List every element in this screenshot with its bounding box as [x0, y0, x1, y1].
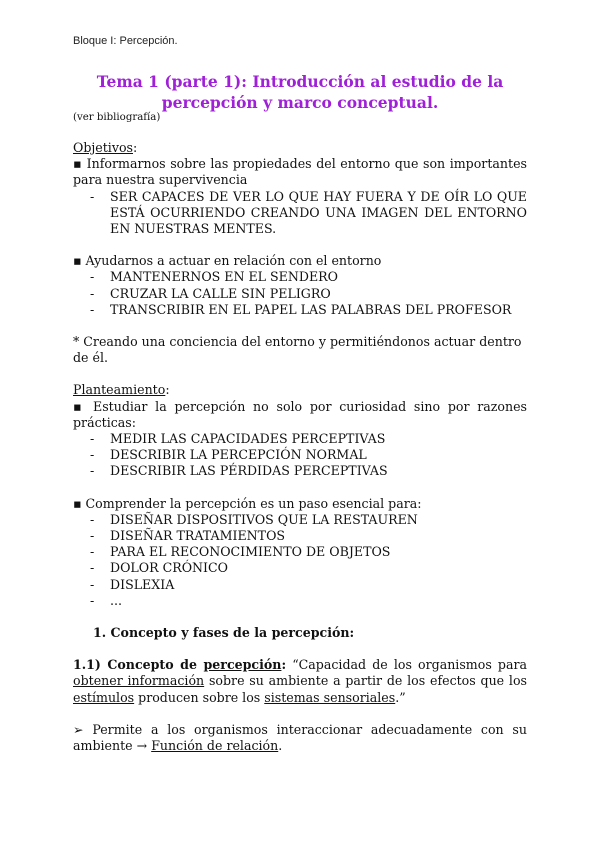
list-item: - CRUZAR LA CALLE SIN PELIGRO	[90, 285, 331, 301]
list-item: - MANTENERNOS EN EL SENDERO	[90, 269, 338, 285]
concepto-quote-part: producen sobre los	[134, 689, 265, 705]
objetivos-bullet-1: ▪ Informarnos sobre las propiedades del entorno que son importantes para nuestra supervivencia	[73, 156, 527, 188]
objetivos-heading-text: Objetivos	[73, 140, 133, 155]
planteamiento-sublist-2	[73, 512, 527, 609]
planteamiento-heading: Planteamiento:	[73, 382, 170, 398]
list-item-text: DISEÑAR TRATAMIENTOS	[110, 528, 286, 544]
list-item-text: DISEÑAR DISPOSITIVOS QUE LA RESTAUREN	[110, 511, 418, 527]
list-item: - DISEÑAR TRATAMIENTOS	[90, 528, 286, 544]
list-item-text: MANTENERNOS EN EL SENDERO	[110, 269, 338, 285]
planteamiento-heading-text: Planteamiento	[73, 382, 166, 398]
list-item-text: CRUZAR LA CALLE SIN PELIGRO	[110, 285, 331, 301]
list-item: - DISEÑAR DISPOSITIVOS QUE LA RESTAUREN	[90, 511, 418, 527]
objetivos-bullet-2: ▪ Ayudarnos a actuar en relación con el entorno	[73, 253, 382, 269]
concepto-underlined: obtener información	[73, 673, 205, 689]
list-item-text: MEDIR LAS CAPACIDADES PERCEPTIVAS	[110, 431, 386, 447]
page-title: Tema 1 (parte 1): Introducción al estudio de la percepción y marco conceptual.	[96, 72, 504, 112]
list-item: - ...	[90, 592, 123, 608]
list-item-text: DESCRIBIR LA PERCEPCIÓN NORMAL	[110, 447, 367, 463]
concepto-label: 1.1) Concepto de	[73, 657, 204, 673]
list-item: - SER CAPACES DE VER LO QUE HAY FUERA Y DE OÍR LO QUE ESTÁ OCURRIENDO CREANDO UNA IMAGEN DEL ENTORNO EN NUESTRAS MENTES.	[90, 188, 527, 237]
funcion-relacion-term: Función de relación	[151, 738, 279, 754]
list-item-text: SER CAPACES DE VER LO QUE HAY FUERA Y DE OÍR LO QUE ESTÁ OCURRIENDO CREANDO UNA IMAGEN DEL ENTORNO EN NUESTRAS MENTES.	[110, 188, 527, 237]
list-item: - DISLEXIA	[90, 576, 175, 592]
concepto-paragraph	[73, 657, 527, 706]
list-item: - PARA EL RECONOCIMIENTO DE OBJETOS	[90, 544, 391, 560]
list-item-text: TRANSCRIBIR EN EL PAPEL LAS PALABRAS DEL PROFESOR	[110, 301, 512, 317]
permite-paragraph	[73, 722, 527, 754]
planteamiento-sublist-1	[73, 431, 527, 480]
list-item-text: DOLOR CRÓNICO	[110, 560, 228, 576]
objetivos-note: * Creando una conciencia del entorno y permitiéndonos actuar dentro de él.	[73, 334, 522, 366]
objetivos-sublist-2	[73, 269, 527, 318]
list-item-text: ...	[110, 592, 123, 608]
list-item-text: PARA EL RECONOCIMIENTO DE OBJETOS	[110, 544, 391, 560]
bibliography-note: (ver bibliografía)	[73, 112, 161, 123]
concepto-colon: :	[281, 657, 287, 673]
page-header: Bloque I: Percepción.	[73, 35, 178, 47]
permite-text: ➢ Permite a los organismos interaccionar adecuadamente con su ambiente →	[73, 721, 527, 754]
section-heading: 1. Concepto y fases de la percepción:	[93, 625, 355, 641]
concepto-underlined: sistemas sensoriales	[264, 689, 396, 705]
list-item-text: DESCRIBIR LAS PÉRDIDAS PERCEPTIVAS	[110, 463, 388, 479]
objetivos-heading: Objetivos:	[73, 140, 138, 155]
concepto-quote-part: “Capacidad de los organismos para	[286, 657, 528, 673]
list-item: - DOLOR CRÓNICO	[90, 560, 228, 576]
permite-end: .	[278, 738, 283, 754]
concepto-term: percepción	[203, 657, 282, 673]
concepto-underlined: estímulos	[73, 689, 135, 705]
concepto-quote-part: sobre su ambiente a partir de los efectos que los	[204, 673, 527, 689]
list-item-text: DISLEXIA	[110, 576, 175, 592]
concepto-quote-part: .”	[395, 689, 406, 705]
list-item: - TRANSCRIBIR EN EL PAPEL LAS PALABRAS DEL PROFESOR	[90, 301, 512, 317]
list-item: - DESCRIBIR LAS PÉRDIDAS PERCEPTIVAS	[90, 463, 388, 479]
objetivos-sublist-1	[73, 189, 527, 238]
planteamiento-bullet-1: ▪ Estudiar la percepción no solo por curiosidad sino por razones prácticas:	[73, 398, 527, 430]
document-body	[73, 111, 527, 754]
planteamiento-bullet-2: ▪ Comprender la percepción es un paso esencial para:	[73, 495, 422, 511]
list-item: - DESCRIBIR LA PERCEPCIÓN NORMAL	[90, 447, 367, 463]
list-item: - MEDIR LAS CAPACIDADES PERCEPTIVAS	[90, 431, 386, 447]
